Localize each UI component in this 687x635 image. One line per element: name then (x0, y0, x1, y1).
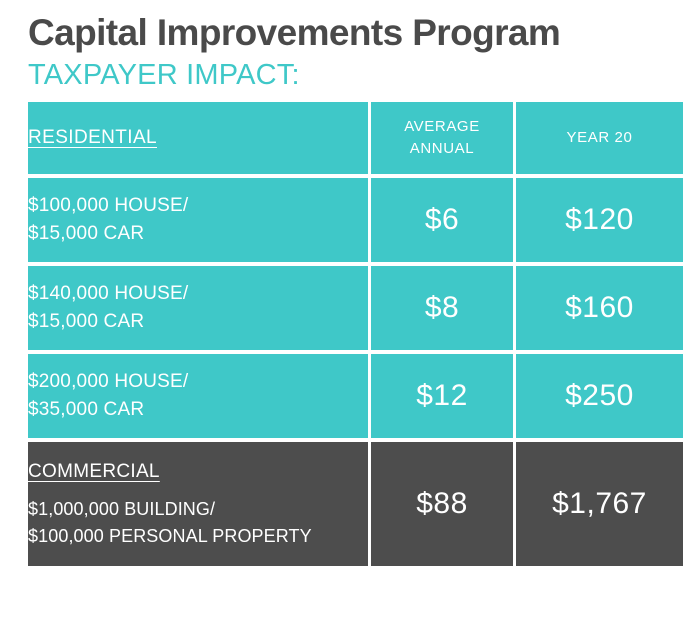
taxpayer-impact-table (28, 102, 683, 566)
table-header-row (28, 102, 683, 174)
header-cell-year20 (513, 102, 683, 174)
row-label-line2: $15,000 CAR (28, 311, 145, 332)
row-year20: $250 (513, 350, 683, 438)
header-category-label: RESIDENTIAL (28, 127, 157, 149)
row-label-line2: $35,000 CAR (28, 399, 145, 420)
row-average-annual: $6 (368, 174, 513, 262)
commercial-average-annual: $88 (368, 438, 513, 566)
row-label-cell (28, 262, 368, 350)
header-cell-average-annual (368, 102, 513, 174)
row-label-line1: $200,000 HOUSE/ (28, 371, 189, 393)
header-average-line2: ANNUAL (409, 140, 475, 157)
row-average-annual: $8 (368, 262, 513, 350)
header-cell-category (28, 102, 368, 174)
commercial-label-line2: $100,000 PERSONAL PROPERTY (28, 525, 312, 546)
commercial-heading: COMMERCIAL (28, 461, 160, 483)
row-label-line1: $100,000 HOUSE/ (28, 195, 189, 217)
table-row (28, 174, 683, 262)
row-label-line2: $15,000 CAR (28, 223, 145, 244)
table-row (28, 262, 683, 350)
header-year20-label: YEAR 20 (566, 128, 633, 146)
table-row-commercial (28, 438, 683, 566)
table-row (28, 350, 683, 438)
header-average-line1: AVERAGE (404, 117, 480, 135)
page-subtitle: TAXPAYER IMPACT: (28, 59, 300, 91)
row-year20: $160 (513, 262, 683, 350)
row-label-cell (28, 174, 368, 262)
page-title: Capital Improvements Program (28, 12, 561, 53)
commercial-label-line1: $1,000,000 BUILDING/ (28, 498, 216, 519)
row-label-cell (28, 350, 368, 438)
commercial-label-cell (28, 438, 368, 566)
row-average-annual: $12 (368, 350, 513, 438)
row-year20: $120 (513, 174, 683, 262)
commercial-year20: $1,767 (513, 438, 683, 566)
row-label-line1: $140,000 HOUSE/ (28, 283, 189, 305)
